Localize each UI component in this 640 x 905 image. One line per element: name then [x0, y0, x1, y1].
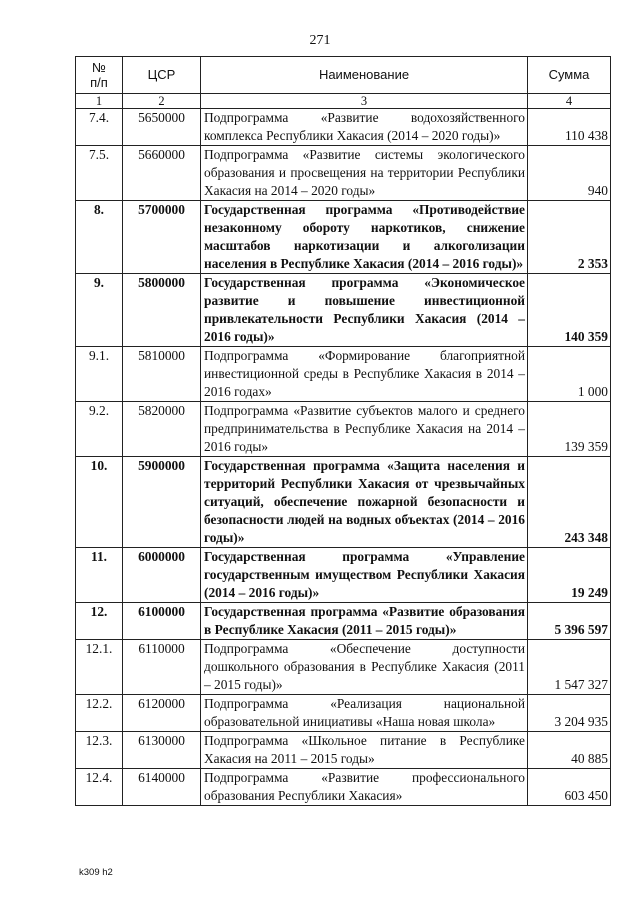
footer-code: k309 h2	[79, 867, 113, 878]
row-sum-cell: 110 438	[528, 109, 611, 146]
row-sum-cell: 140 359	[528, 274, 611, 347]
row-number-cell: 8.	[76, 201, 123, 274]
table-row	[76, 603, 611, 640]
column-number: 4	[528, 94, 611, 109]
row-code-cell: 5810000	[123, 347, 201, 402]
row-name-cell: Подпрограмма «Развитие системы экологического образования и просвещения на территории Республики Хакасия на 2014 – 2020 годы»	[201, 146, 528, 201]
table-row	[76, 347, 611, 402]
row-code-cell: 5820000	[123, 402, 201, 457]
column-number: 1	[76, 94, 123, 109]
row-code-cell: 5660000	[123, 146, 201, 201]
row-code-cell: 5900000	[123, 457, 201, 548]
row-sum-cell: 243 348	[528, 457, 611, 548]
table-row	[76, 109, 611, 146]
table-row	[76, 457, 611, 548]
budget-table	[75, 56, 611, 806]
row-number-cell: 9.	[76, 274, 123, 347]
row-number-cell: 9.1.	[76, 347, 123, 402]
row-name-cell: Подпрограмма «Развитие водохозяйственного комплекса Республики Хакасия (2014 – 2020 годы)»	[201, 109, 528, 146]
row-code-cell: 6140000	[123, 769, 201, 806]
header-num: № п/п	[76, 57, 123, 94]
row-number-cell: 11.	[76, 548, 123, 603]
page-number: 271	[309, 33, 331, 48]
table-row	[76, 402, 611, 457]
row-sum-cell: 5 396 597	[528, 603, 611, 640]
row-number-cell: 12.	[76, 603, 123, 640]
table-row	[76, 548, 611, 603]
row-number-cell: 12.3.	[76, 732, 123, 769]
header-csr: ЦСР	[123, 57, 201, 94]
row-sum-cell: 139 359	[528, 402, 611, 457]
table-row	[76, 201, 611, 274]
row-sum-cell: 603 450	[528, 769, 611, 806]
row-code-cell: 5650000	[123, 109, 201, 146]
row-number-cell: 9.2.	[76, 402, 123, 457]
row-sum-cell: 1 000	[528, 347, 611, 402]
row-sum-cell: 940	[528, 146, 611, 201]
row-code-cell: 6130000	[123, 732, 201, 769]
row-name-cell: Подпрограмма «Развитие субъектов малого и среднего предпринимательства в Республике Хакасия на 2014 – 2016 годы»	[201, 402, 528, 457]
row-sum-cell: 2 353	[528, 201, 611, 274]
row-number-cell: 12.2.	[76, 695, 123, 732]
table-row	[76, 640, 611, 695]
row-name-cell: Подпрограмма «Обеспечение доступности дошкольного образования в Республике Хакасия (2011 – 2015 годы)»	[201, 640, 528, 695]
row-name-cell: Подпрограмма «Развитие профессионального образования Республики Хакасия»	[201, 769, 528, 806]
row-sum-cell: 19 249	[528, 548, 611, 603]
table-row	[76, 732, 611, 769]
row-code-cell: 6120000	[123, 695, 201, 732]
row-code-cell: 5700000	[123, 201, 201, 274]
row-number-cell: 12.1.	[76, 640, 123, 695]
row-sum-cell: 1 547 327	[528, 640, 611, 695]
header-row	[76, 57, 611, 94]
row-name-cell: Государственная программа «Развитие образования в Республике Хакасия (2011 – 2015 годы)»	[201, 603, 528, 640]
column-number-row	[76, 94, 611, 109]
row-code-cell: 6110000	[123, 640, 201, 695]
table-row	[76, 769, 611, 806]
row-number-cell: 12.4.	[76, 769, 123, 806]
row-sum-cell: 3 204 935	[528, 695, 611, 732]
header-name: Наименование	[201, 57, 528, 94]
column-number: 3	[201, 94, 528, 109]
row-number-cell: 10.	[76, 457, 123, 548]
table-row	[76, 695, 611, 732]
table-row	[76, 146, 611, 201]
row-code-cell: 6100000	[123, 603, 201, 640]
row-name-cell: Государственная программа «Защита населения и территорий Республики Хакасия от чрезвычайных ситуаций, обеспечение пожарной безопасности и безопасности людей на водных объектах (2014 – 2016 годы)»	[201, 457, 528, 548]
column-number: 2	[123, 94, 201, 109]
header-sum: Сумма	[528, 57, 611, 94]
row-name-cell: Государственная программа «Управление государственным имуществом Республики Хакасия (2014 – 2016 годы)»	[201, 548, 528, 603]
row-name-cell: Подпрограмма «Реализация национальной образовательной инициативы «Наша новая школа»	[201, 695, 528, 732]
table-body	[76, 109, 611, 806]
row-name-cell: Государственная программа «Экономическое развитие и повышение инвестиционной привлекательности Республики Хакасия (2014 – 2016 годы)»	[201, 274, 528, 347]
row-number-cell: 7.4.	[76, 109, 123, 146]
row-sum-cell: 40 885	[528, 732, 611, 769]
row-name-cell: Государственная программа «Противодействие незаконному обороту наркотиков, снижение масштабов наркотизации и алкоголизации населения в Республике Хакасия (2014 – 2016 годы)»	[201, 201, 528, 274]
row-name-cell: Подпрограмма «Формирование благоприятной инвестиционной среды в Республике Хакасия в 2014 – 2016 годах»	[201, 347, 528, 402]
row-name-cell: Подпрограмма «Школьное питание в Республике Хакасия на 2011 – 2015 годы»	[201, 732, 528, 769]
row-code-cell: 5800000	[123, 274, 201, 347]
row-number-cell: 7.5.	[76, 146, 123, 201]
row-code-cell: 6000000	[123, 548, 201, 603]
table-row	[76, 274, 611, 347]
